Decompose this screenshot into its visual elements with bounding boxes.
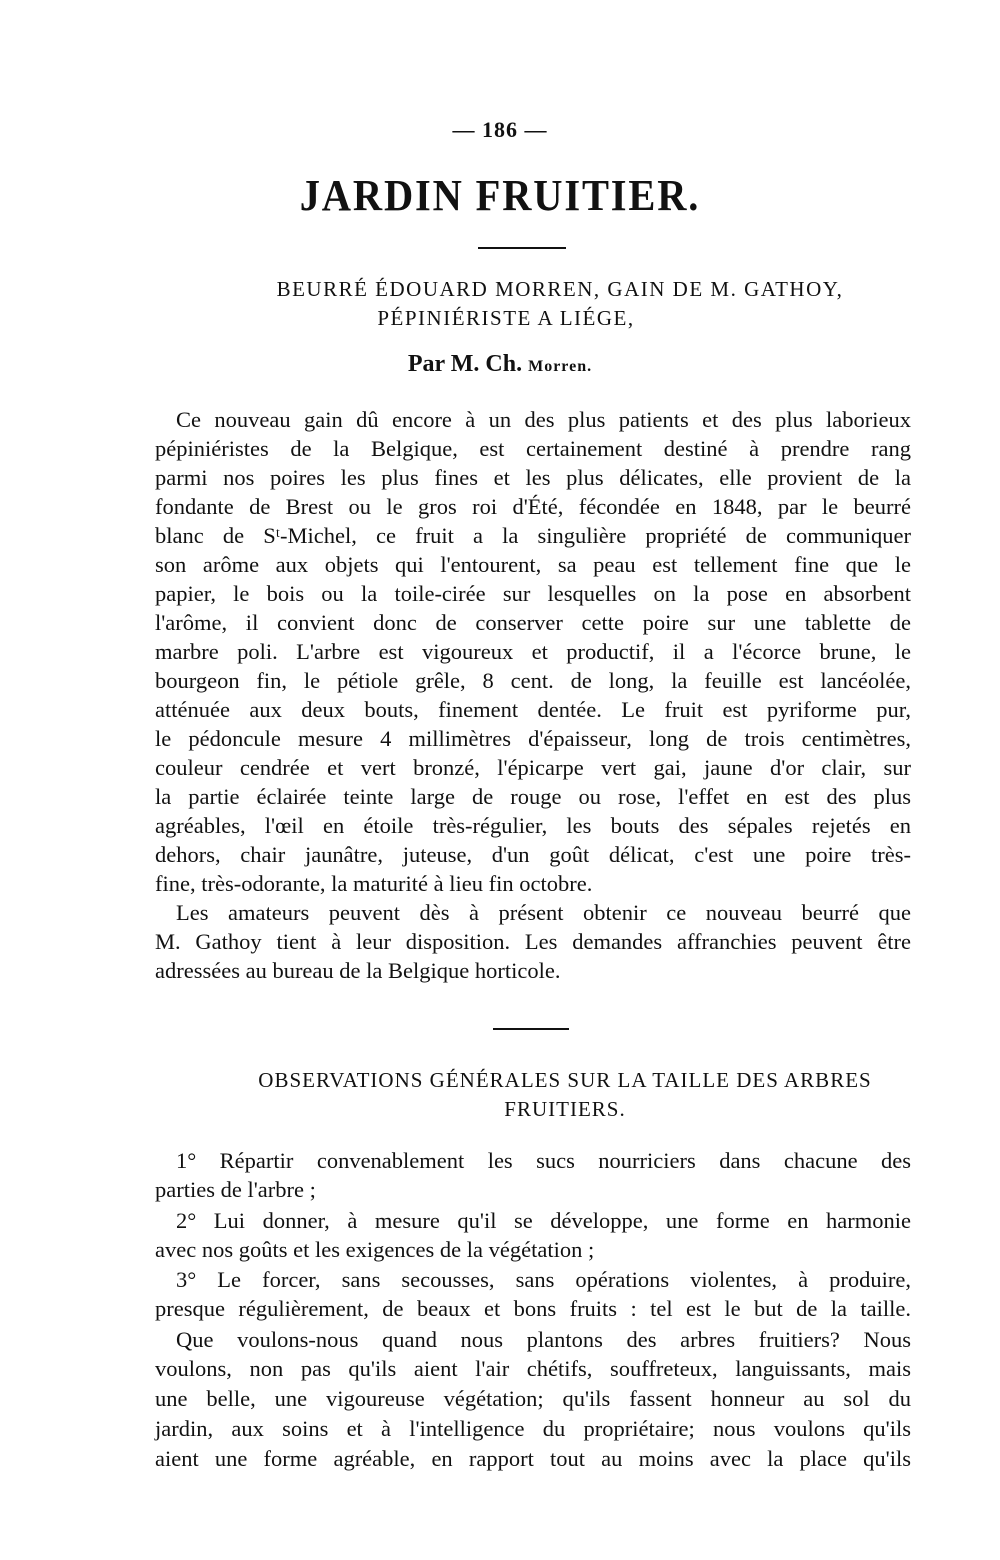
- text-line: parmi nos poires les plus fines et les plus délicates, elle provient de la: [155, 465, 911, 490]
- text-line: atténuée aux deux bouts, finement dentée. Le fruit est pyriforme pur,: [155, 697, 911, 722]
- text-line: fine, très-odorante, la maturité à lieu fin octobre.: [155, 871, 593, 896]
- text-line: pépiniéristes de la Belgique, est certainement destiné à prendre rang: [155, 436, 911, 461]
- text-line: Les amateurs peuvent dès à présent obtenir ce nouveau beurré que: [176, 900, 911, 925]
- section-heading-line-2: FRUITIERS.: [504, 1097, 626, 1121]
- text-line: 1° Répartir convenablement les sucs nourriciers dans chacune des: [176, 1148, 911, 1173]
- text-line: M. Gathoy tient à leur disposition. Les demandes affranchies peuvent être: [155, 929, 911, 954]
- article-heading-line-2: PÉPINIÉRISTE A LIÉGE,: [377, 306, 635, 330]
- text-line: la partie éclairée teinte large de rouge ou rose, l'effet en est des plus: [155, 784, 911, 809]
- text-line: blanc de Sᵗ-Michel, ce fruit a la singulière propriété de communiquer: [155, 523, 911, 548]
- section-heading-line-1: OBSERVATIONS GÉNÉRALES SUR LA TAILLE DES ARBRES: [258, 1068, 872, 1092]
- section-divider: [493, 1028, 569, 1030]
- byline-prefix: Par M. Ch.: [407, 351, 529, 377]
- text-line: adressées au bureau de la Belgique horticole.: [155, 958, 561, 983]
- section-divider: [478, 247, 566, 249]
- text-line: jardin, aux soins et à l'intelligence du propriétaire; nous voulons qu'ils: [155, 1416, 911, 1441]
- text-line: couleur cendrée et vert bronzé, l'épicarpe vert gai, jaune d'or clair, sur: [155, 755, 911, 780]
- article-heading-line-1: BEURRÉ ÉDOUARD MORREN, GAIN DE M. GATHOY,: [276, 277, 844, 301]
- text-line: une belle, une vigoureuse végétation; qu'ils fassent honneur au sol du: [155, 1386, 911, 1411]
- text-line: marbre poli. L'arbre est vigoureux et productif, il a l'écorce brune, le: [155, 639, 911, 664]
- text-line: voulons, non pas qu'ils aient l'air chétifs, souffreteux, languissants, mais: [155, 1356, 911, 1381]
- text-line: dehors, chair jaunâtre, juteuse, d'un goût délicat, c'est une poire très-: [155, 842, 911, 867]
- text-line: le pédoncule mesure 4 millimètres d'épaisseur, long de trois centimètres,: [155, 726, 911, 751]
- text-line: avec nos goûts et les exigences de la végétation ;: [155, 1237, 595, 1262]
- text-line: 2° Lui donner, à mesure qu'il se développe, une forme en harmonie: [176, 1208, 911, 1233]
- text-line: Que voulons-nous quand nous plantons des arbres fruitiers? Nous: [176, 1327, 911, 1352]
- text-line: agréables, l'œil en étoile très-régulier, les bouts des sépales rejetés en: [155, 813, 911, 838]
- text-line: 3° Le forcer, sans secousses, sans opérations violentes, à produire,: [176, 1267, 911, 1292]
- text-line: son arôme aux objets qui l'entourent, sa peau est tellement fine que le: [155, 552, 911, 577]
- text-line: presque régulièrement, de beaux et bons fruits : tel est le but de la taille.: [155, 1296, 911, 1321]
- text-line: l'arôme, il convient donc de conserver cette poire sur une tablette de: [155, 610, 911, 635]
- text-line: aient une forme agréable, en rapport tout au moins avec la place qu'ils: [155, 1446, 911, 1471]
- text-line: Ce nouveau gain dû encore à un des plus patients et des plus laborieux: [176, 407, 911, 432]
- text-line: fondante de Brest ou le gros roi d'Été, fécondée en 1848, par le beurré: [155, 494, 911, 519]
- byline-author: Morren.: [528, 358, 593, 375]
- page-title: JARDIN FRUITIER.: [299, 171, 701, 220]
- text-line: bourgeon fin, le pétiole grêle, 8 cent. de long, la feuille est lancéolée,: [155, 668, 911, 693]
- text-line: parties de l'arbre ;: [155, 1177, 316, 1202]
- text-line: papier, le bois ou la toile-cirée sur lesquelles on la pose en absorbent: [155, 581, 911, 606]
- page-number: — 186 —: [452, 117, 548, 142]
- article-byline: [0, 351, 1000, 378]
